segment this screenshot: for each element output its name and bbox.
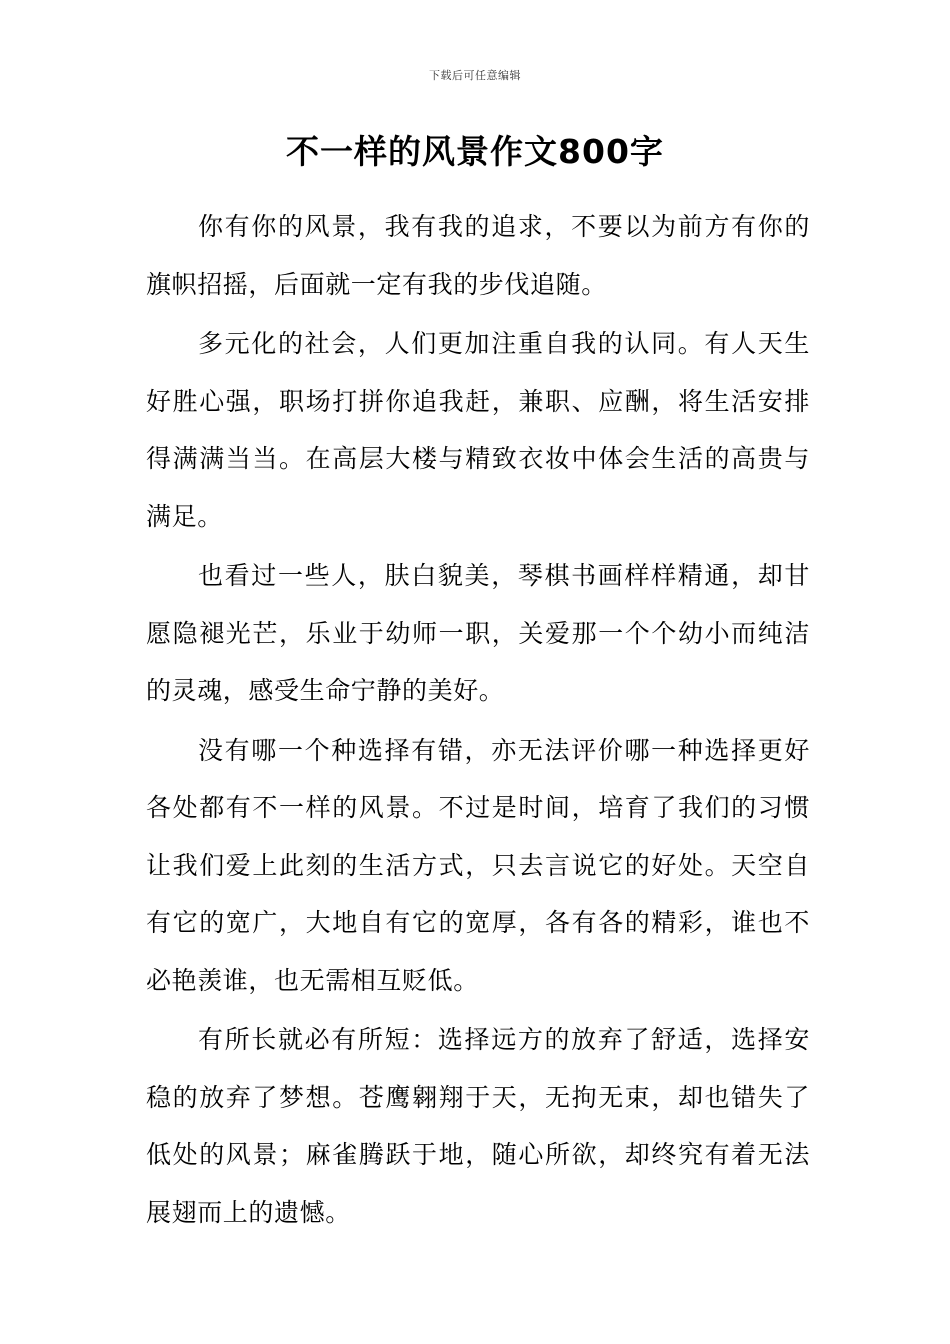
document-title: 不一样的风景作文800字 (286, 132, 664, 171)
paragraph-5: 有所长就必有所短：选择远方的放弃了舒适，选择安稳的放弃了梦想。苍鹰翱翔于天，无拘无束，却也错失了低处的风景；麻雀腾跃于地，随心所欲，却终究有着无法展翅而上的遗憾。 (146, 1025, 810, 1227)
paragraph-2: 多元化的社会，人们更加注重自我的认同。有人天生好胜心强，职场打拼你追我赶，兼职、应酬，将生活安排得满满当当。在高层大楼与精致衣妆中体会生活的高贵与满足。 (146, 329, 810, 531)
document-body (146, 198, 810, 1243)
paragraph-4: 没有哪一个种选择有错，亦无法评价哪一种选择更好各处都有不一样的风景。不过是时间，培育了我们的习惯让我们爱上此刻的生活方式，只去言说它的好处。天空自有它的宽广，大地自有它的宽厚，各有各的精彩，谁也不必艳羡谁，也无需相互贬低。 (146, 735, 810, 995)
header-note: 下载后可任意编辑 (429, 69, 521, 82)
paragraph-1: 你有你的风景，我有我的追求，不要以为前方有你的旗帜招摇，后面就一定有我的步伐追随。 (146, 212, 810, 299)
paragraph-3: 也看过一些人，肤白貌美，琴棋书画样样精通，却甘愿隐褪光芒，乐业于幼师一职，关爱那一个个幼小而纯洁的灵魂，感受生命宁静的美好。 (146, 561, 810, 705)
